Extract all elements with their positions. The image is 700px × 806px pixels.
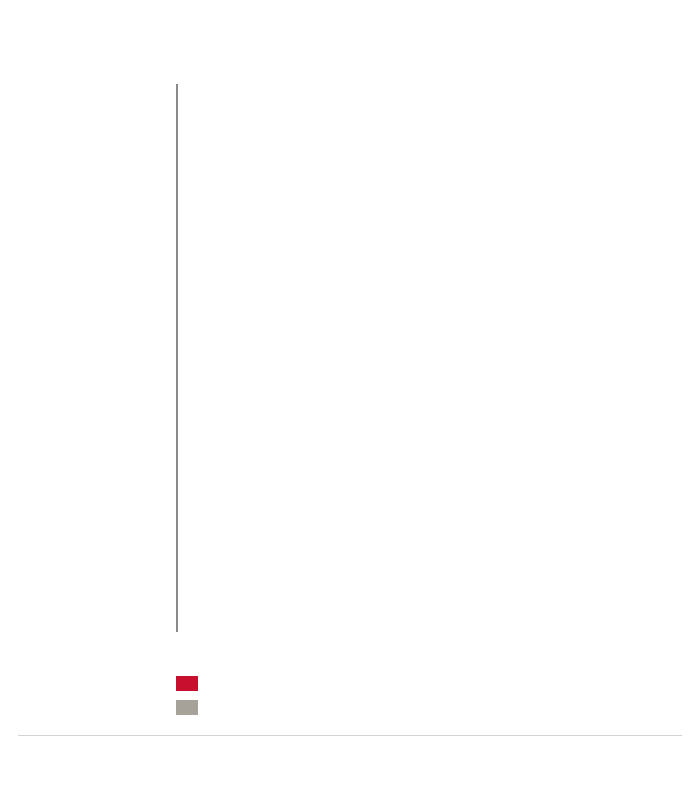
bar-chart xyxy=(0,84,700,644)
x-axis xyxy=(176,632,596,662)
chart-legend xyxy=(176,676,476,724)
legend-swatch-2014 xyxy=(176,700,198,715)
footnotes xyxy=(18,748,682,750)
legend-swatch-2015 xyxy=(176,676,198,691)
y-axis-line xyxy=(176,84,178,632)
legend-item-2015 xyxy=(176,676,476,691)
footer-divider xyxy=(18,735,682,736)
legend-item-2014 xyxy=(176,700,476,715)
